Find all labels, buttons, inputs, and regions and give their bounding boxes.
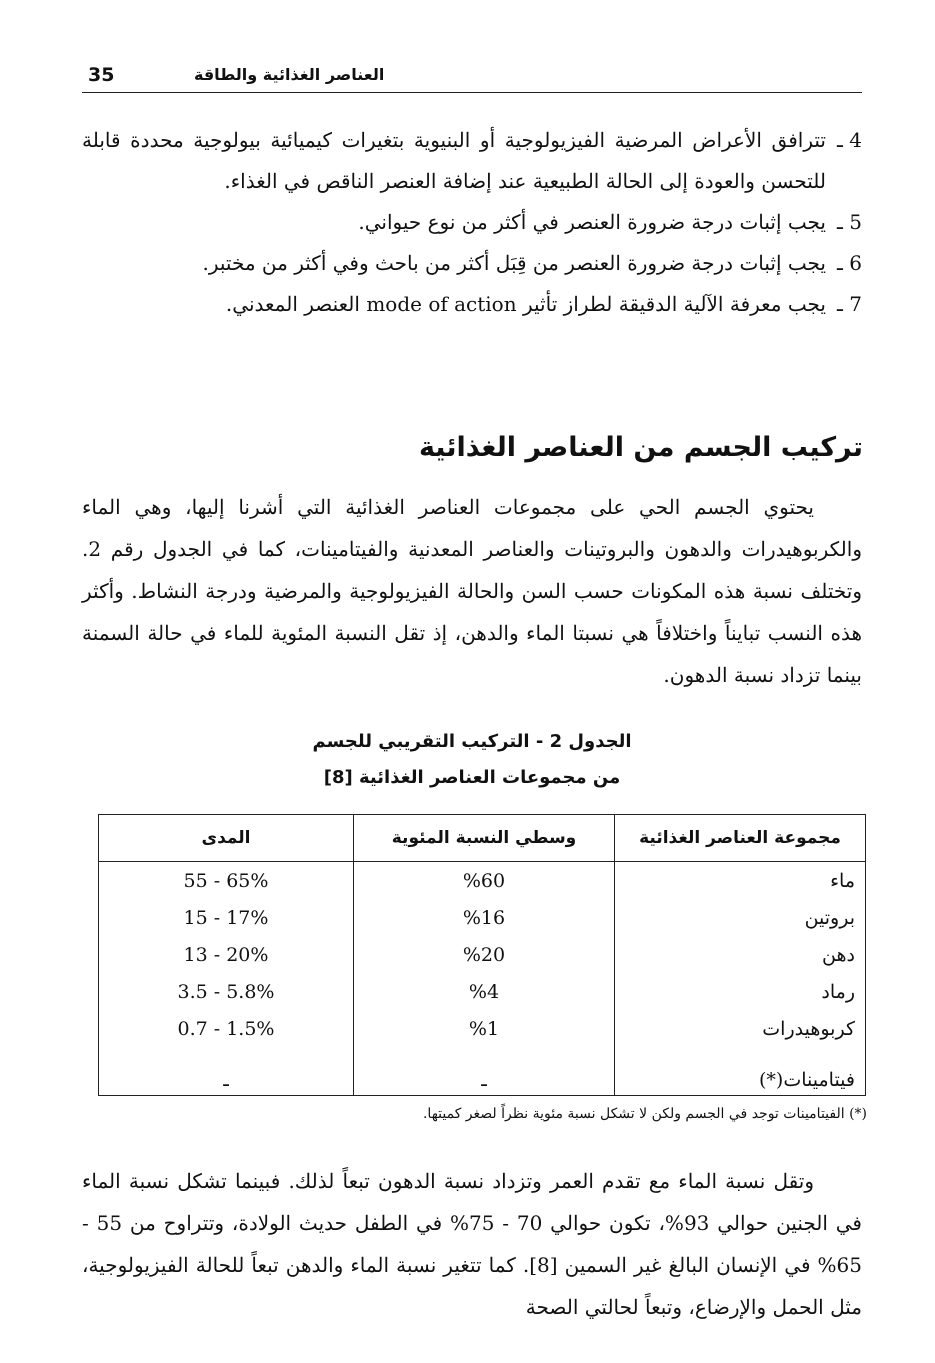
table-caption-line1: الجدول 2 - التركيب التقريبي للجسم bbox=[312, 731, 632, 752]
list-item-number: 7 ـ bbox=[837, 292, 862, 316]
table-row bbox=[99, 1010, 866, 1047]
cell-average: ـ bbox=[354, 1047, 615, 1096]
running-header bbox=[82, 62, 862, 93]
column-header-average: وسطي النسبة المئوية bbox=[354, 815, 615, 862]
list-item bbox=[82, 202, 862, 243]
list-item bbox=[82, 120, 862, 202]
list-item-number: 5 ـ bbox=[837, 210, 862, 234]
list-item-text: تترافق الأعراض المرضية الفيزيولوجية أو البنيوية بتغيرات كيميائية بيولوجية محددة قابلة للتحسن والعودة إلى الحالة الطبيعية عند إضافة العنصر الناقص في الغذاء. bbox=[82, 128, 826, 193]
cell-group: ماء bbox=[615, 862, 866, 900]
cell-group: فيتامينات(*) bbox=[615, 1047, 866, 1096]
cell-group: كربوهيدرات bbox=[615, 1010, 866, 1047]
cell-average: %60 bbox=[354, 862, 615, 900]
cell-group: رماد bbox=[615, 973, 866, 1010]
table-row bbox=[99, 973, 866, 1010]
table-footnote: (*) الفيتامينات توجد في الجسم ولكن لا تشكل نسبة مئوية نظراً لصغر كميتها. bbox=[422, 1106, 867, 1122]
column-header-group: مجموعة العناصر الغذائية bbox=[615, 815, 866, 862]
list-item bbox=[82, 243, 862, 284]
list-item-text: يجب إثبات درجة ضرورة العنصر في أكثر من نوع حيواني. bbox=[358, 210, 826, 234]
table-row bbox=[99, 936, 866, 973]
cell-range: 15 - 17% bbox=[99, 899, 354, 936]
table-caption bbox=[82, 724, 862, 796]
cell-range: 13 - 20% bbox=[99, 936, 354, 973]
table-row bbox=[99, 862, 866, 900]
cell-average: %1 bbox=[354, 1010, 615, 1047]
page-number: 35 bbox=[88, 64, 115, 86]
cell-range: ـ bbox=[99, 1047, 354, 1096]
list-item-text: يجب إثبات درجة ضرورة العنصر من قِبَل أكثر من باحث وفي أكثر من مختبر. bbox=[202, 251, 826, 275]
section-title: تركيب الجسم من العناصر الغذائية bbox=[418, 432, 863, 463]
criteria-list bbox=[82, 120, 862, 325]
cell-average: %4 bbox=[354, 973, 615, 1010]
cell-average: %16 bbox=[354, 899, 615, 936]
closing-paragraph: وتقل نسبة الماء مع تقدم العمر وتزداد نسبة الدهون تبعاً لذلك. فبينما تشكل نسبة الماء في الجنين حوالي 93%، تكون حوالي 70 - 75% في الطفل حديث الولادة، وتتراوح من 55 - 65% في الإنسان البالغ غير السمين [8]. كما تتغير نسبة الماء والدهن تبعاً للحالة الفيزيولوجية، مثل الحمل والإرضاع، وتبعاً لحالتي الصحة bbox=[82, 1169, 862, 1319]
table-caption-line2: من مجموعات العناصر الغذائية [8] bbox=[323, 767, 621, 788]
list-item bbox=[82, 284, 862, 325]
cell-range: 55 - 65% bbox=[99, 862, 354, 900]
cell-average: %20 bbox=[354, 936, 615, 973]
list-item-number: 4 ـ bbox=[837, 128, 862, 152]
cell-range: 3.5 - 5.8% bbox=[99, 973, 354, 1010]
cell-range: 0.7 - 1.5% bbox=[99, 1010, 354, 1047]
composition-table bbox=[98, 814, 866, 1096]
list-item-number: 6 ـ bbox=[837, 251, 862, 275]
cell-group: دهن bbox=[615, 936, 866, 973]
table-row bbox=[99, 1047, 866, 1096]
column-header-range: المدى bbox=[99, 815, 354, 862]
running-title: العناصر الغذائية والطاقة bbox=[194, 65, 385, 84]
table-row bbox=[99, 899, 866, 936]
list-item-text: يجب معرفة الآلية الدقيقة لطراز تأثير mode of action العنصر المعدني. bbox=[225, 292, 826, 316]
body-paragraph: يحتوي الجسم الحي على مجموعات العناصر الغذائية التي أشرنا إليها، وهي الماء والكربوهيدرات والدهون والبروتينات والعناصر المعدنية والفيتامينات، كما في الجدول رقم 2. وتختلف نسبة هذه المكونات حسب السن والحالة الفيزيولوجية والمرضية ودرجة النشاط. وأكثر هذه النسب تبايناً واختلافاً هي نسبتا الماء والدهن، إذ تقل النسبة المئوية للماء في حالة السمنة بينما تزداد نسبة الدهون. bbox=[82, 495, 862, 687]
cell-group: بروتين bbox=[615, 899, 866, 936]
